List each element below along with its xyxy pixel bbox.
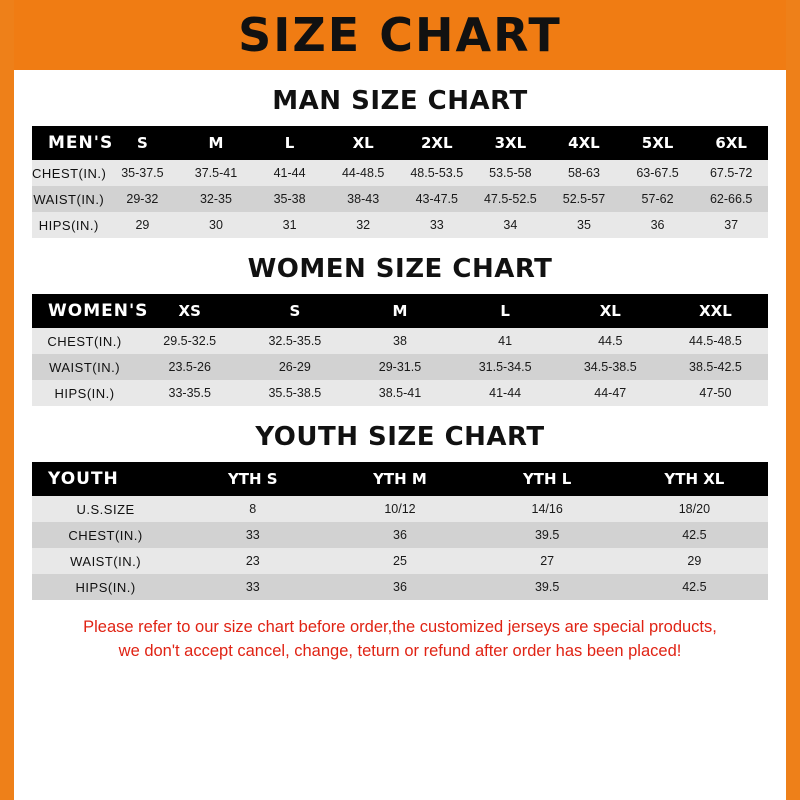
youth-waist-l: 27 bbox=[474, 548, 621, 574]
women-col-6: XXL bbox=[663, 294, 768, 328]
youth-waist-s: 23 bbox=[179, 548, 326, 574]
table-row bbox=[32, 574, 768, 600]
women-row-label-hips: HIPS(IN.) bbox=[32, 380, 137, 406]
men-chest-s: 35-37.5 bbox=[106, 160, 180, 186]
youth-ussize-s: 8 bbox=[179, 496, 326, 522]
men-waist-4xl: 52.5-57 bbox=[547, 186, 621, 212]
women-col-2: S bbox=[242, 294, 347, 328]
men-chest-l: 41-44 bbox=[253, 160, 327, 186]
youth-chest-m: 36 bbox=[326, 522, 473, 548]
youth-row-label-ussize: U.S.SIZE bbox=[32, 496, 179, 522]
table-row bbox=[32, 186, 768, 212]
youth-chest-l: 39.5 bbox=[474, 522, 621, 548]
youth-col-3: YTH L bbox=[474, 462, 621, 496]
men-chest-2xl: 48.5-53.5 bbox=[400, 160, 474, 186]
women-waist-xs: 23.5-26 bbox=[137, 354, 242, 380]
men-waist-2xl: 43-47.5 bbox=[400, 186, 474, 212]
table-row bbox=[32, 380, 768, 406]
women-chest-m: 38 bbox=[347, 328, 452, 354]
youth-table-header bbox=[32, 462, 768, 496]
men-row-label-hips: HIPS(IN.) bbox=[32, 212, 106, 238]
men-col-1: S bbox=[106, 126, 180, 160]
men-size-table bbox=[32, 126, 768, 238]
table-row bbox=[32, 160, 768, 186]
women-waist-m: 29-31.5 bbox=[347, 354, 452, 380]
men-row-label-chest: CHEST(IN.) bbox=[32, 160, 106, 186]
women-col-4: L bbox=[453, 294, 558, 328]
men-table-body bbox=[32, 160, 768, 238]
table-row bbox=[32, 212, 768, 238]
youth-col-1: YTH S bbox=[179, 462, 326, 496]
women-row-label-waist: WAIST(IN.) bbox=[32, 354, 137, 380]
youth-waist-m: 25 bbox=[326, 548, 473, 574]
table-header-row bbox=[32, 462, 768, 496]
women-table-header bbox=[32, 294, 768, 328]
men-col-4: XL bbox=[326, 126, 400, 160]
men-hips-4xl: 35 bbox=[547, 212, 621, 238]
youth-ussize-m: 10/12 bbox=[326, 496, 473, 522]
men-hips-2xl: 33 bbox=[400, 212, 474, 238]
men-table-header bbox=[32, 126, 768, 160]
youth-chest-s: 33 bbox=[179, 522, 326, 548]
men-hips-xl: 32 bbox=[326, 212, 400, 238]
youth-section-title: YOUTH SIZE CHART bbox=[255, 422, 545, 452]
men-col-5: 2XL bbox=[400, 126, 474, 160]
men-col-7: 4XL bbox=[547, 126, 621, 160]
men-col-6: 3XL bbox=[474, 126, 548, 160]
men-hips-s: 29 bbox=[106, 212, 180, 238]
men-waist-6xl: 62-66.5 bbox=[694, 186, 768, 212]
women-col-3: M bbox=[347, 294, 452, 328]
women-hips-l: 41-44 bbox=[453, 380, 558, 406]
youth-hips-s: 33 bbox=[179, 574, 326, 600]
men-waist-xl: 38-43 bbox=[326, 186, 400, 212]
men-waist-m: 32-35 bbox=[179, 186, 253, 212]
women-chest-xs: 29.5-32.5 bbox=[137, 328, 242, 354]
men-hips-3xl: 34 bbox=[474, 212, 548, 238]
women-waist-xl: 34.5-38.5 bbox=[558, 354, 663, 380]
women-hips-xs: 33-35.5 bbox=[137, 380, 242, 406]
women-waist-l: 31.5-34.5 bbox=[453, 354, 558, 380]
women-col-1: XS bbox=[137, 294, 242, 328]
table-row bbox=[32, 548, 768, 574]
youth-row-label-waist: WAIST(IN.) bbox=[32, 548, 179, 574]
women-corner-label: WOMEN'S bbox=[32, 294, 137, 328]
youth-waist-xl: 29 bbox=[621, 548, 768, 574]
women-col-5: XL bbox=[558, 294, 663, 328]
women-section-title: WOMEN SIZE CHART bbox=[247, 254, 553, 284]
youth-col-4: YTH XL bbox=[621, 462, 768, 496]
youth-ussize-l: 14/16 bbox=[474, 496, 621, 522]
men-waist-5xl: 57-62 bbox=[621, 186, 695, 212]
youth-hips-m: 36 bbox=[326, 574, 473, 600]
youth-hips-l: 39.5 bbox=[474, 574, 621, 600]
men-waist-3xl: 47.5-52.5 bbox=[474, 186, 548, 212]
youth-table-body bbox=[32, 496, 768, 600]
youth-row-label-chest: CHEST(IN.) bbox=[32, 522, 179, 548]
page-title: SIZE CHART bbox=[238, 8, 562, 62]
order-notice-line-2: we don't accept cancel, change, teturn or refund after order has been placed! bbox=[118, 641, 682, 660]
youth-chest-xl: 42.5 bbox=[621, 522, 768, 548]
women-chest-xl: 44.5 bbox=[558, 328, 663, 354]
women-hips-m: 38.5-41 bbox=[347, 380, 452, 406]
table-row bbox=[32, 328, 768, 354]
order-notice-line-1: Please refer to our size chart before order,the customized jerseys are special products, bbox=[83, 618, 717, 636]
men-col-2: M bbox=[179, 126, 253, 160]
content bbox=[14, 86, 786, 664]
table-row bbox=[32, 354, 768, 380]
men-hips-5xl: 36 bbox=[621, 212, 695, 238]
women-hips-xl: 44-47 bbox=[558, 380, 663, 406]
men-chest-xl: 44-48.5 bbox=[326, 160, 400, 186]
men-hips-m: 30 bbox=[179, 212, 253, 238]
men-waist-s: 29-32 bbox=[106, 186, 180, 212]
women-waist-s: 26-29 bbox=[242, 354, 347, 380]
women-hips-xxl: 47-50 bbox=[663, 380, 768, 406]
youth-corner-label: YOUTH bbox=[32, 462, 179, 496]
women-chest-xxl: 44.5-48.5 bbox=[663, 328, 768, 354]
youth-ussize-xl: 18/20 bbox=[621, 496, 768, 522]
table-row bbox=[32, 496, 768, 522]
women-chest-s: 32.5-35.5 bbox=[242, 328, 347, 354]
men-hips-l: 31 bbox=[253, 212, 327, 238]
women-waist-xxl: 38.5-42.5 bbox=[663, 354, 768, 380]
men-chest-6xl: 67.5-72 bbox=[694, 160, 768, 186]
men-row-label-waist: WAIST(IN.) bbox=[32, 186, 106, 212]
men-hips-6xl: 37 bbox=[694, 212, 768, 238]
women-table-body bbox=[32, 328, 768, 406]
men-col-8: 5XL bbox=[621, 126, 695, 160]
men-col-9: 6XL bbox=[694, 126, 768, 160]
men-chest-3xl: 53.5-58 bbox=[474, 160, 548, 186]
order-notice bbox=[38, 616, 762, 664]
men-chest-m: 37.5-41 bbox=[179, 160, 253, 186]
women-row-label-chest: CHEST(IN.) bbox=[32, 328, 137, 354]
men-chest-5xl: 63-67.5 bbox=[621, 160, 695, 186]
men-chest-4xl: 58-63 bbox=[547, 160, 621, 186]
women-size-table bbox=[32, 294, 768, 406]
table-row bbox=[32, 522, 768, 548]
youth-row-label-hips: HIPS(IN.) bbox=[32, 574, 179, 600]
youth-col-2: YTH M bbox=[326, 462, 473, 496]
youth-hips-xl: 42.5 bbox=[621, 574, 768, 600]
men-col-3: L bbox=[253, 126, 327, 160]
table-header-row bbox=[32, 294, 768, 328]
men-section-title: MAN SIZE CHART bbox=[272, 86, 528, 116]
women-hips-s: 35.5-38.5 bbox=[242, 380, 347, 406]
women-chest-l: 41 bbox=[453, 328, 558, 354]
men-corner-label: MEN'S bbox=[32, 126, 106, 160]
table-header-row bbox=[32, 126, 768, 160]
banner bbox=[14, 0, 786, 70]
youth-size-table bbox=[32, 462, 768, 600]
men-waist-l: 35-38 bbox=[253, 186, 327, 212]
